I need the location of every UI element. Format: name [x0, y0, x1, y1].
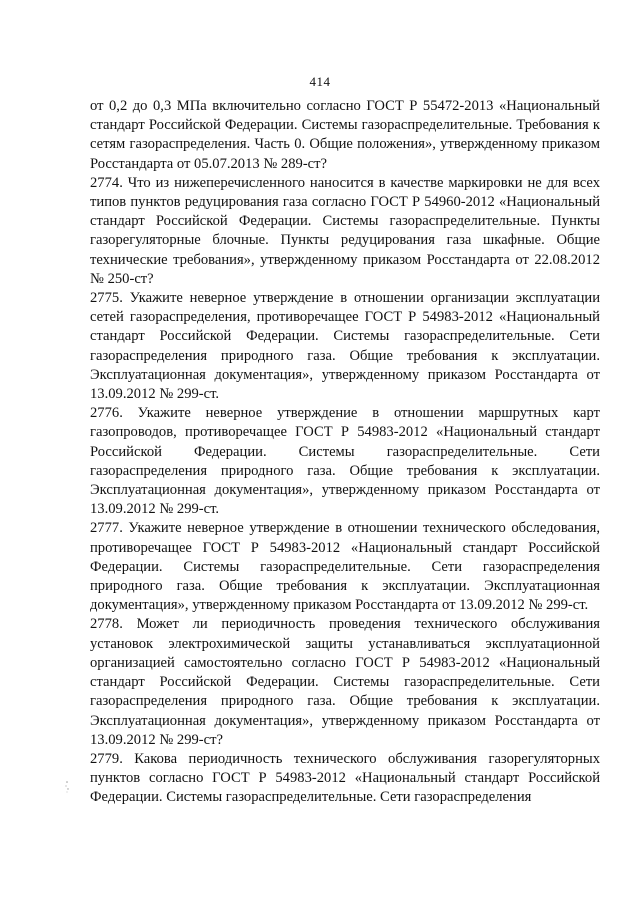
question-2778: 2778. Может ли периодичность проведения технического обслуживания установок электрохимической защиты устанавливаться эксплуатационной организацией самостоятельно согласно ГОСТ Р 54983-2012 «Национальный стандарт Российской Федерации. Системы газораспределительные. Сети газораспределения природного газа. Общие требования к эксплуатации. Эксплуатационная документация», утвержденному приказом Росстандарта от 13.09.2012 № 299-ст?: [90, 616, 600, 748]
page-body: [90, 97, 600, 808]
question-2775: 2775. Укажите неверное утверждение в отношении организации эксплуатации сетей газораспределения, противоречащее ГОСТ Р 54983-2012 «Национальный стандарт Российской Федерации. Системы газораспределительные. Сети газораспределения природного газа. Общие требования к эксплуатации. Эксплуатационная документация», утвержденному приказом Росстандарта от 13.09.2012 № 299-ст.: [90, 290, 600, 403]
question-2779: 2779. Какова периодичность технического обслуживания газорегуляторных пунктов согласно ГОСТ Р 54983-2012 «Национальный стандарт Российской Федерации. Системы газораспределительные. Сети газораспределения: [90, 750, 600, 806]
paragraph-continuation: от 0,2 до 0,3 МПа включительно согласно ГОСТ Р 55472-2013 «Национальный стандарт Российской Федерации. Системы газораспределительные. Требования к сетям газораспределения. Часть 0. Общие положения», утвержденному приказом Росстандарта от 05.07.2013 № 289-ст?: [90, 98, 600, 172]
question-2776: 2776. Укажите неверное утверждение в отношении маршрутных карт газопроводов, противоречащее ГОСТ Р 54983-2012 «Национальный стандарт Российской Федерации. Системы газораспределительные. Сети газораспределения природного газа. Общие требования к эксплуатации. Эксплуатационная документация», утвержденному приказом Росстандарта от 13.09.2012 № 299-ст.: [90, 405, 600, 518]
scan-speck-mark: [64, 780, 70, 794]
question-2777: 2777. Укажите неверное утверждение в отношении технического обследования, противоречащее ГОСТ Р 54983-2012 «Национальный стандарт Российской Федерации. Системы газораспределительные. Сети газораспределения природного газа. Общие требования к эксплуатации. Эксплуатационная документация», утвержденному приказом Росстандарта от 13.09.2012 № 299-ст.: [90, 520, 600, 614]
question-2774: 2774. Что из нижеперечисленного наносится в качестве маркировки не для всех типов пунктов редуцирования газа согласно ГОСТ Р 54960-2012 «Национальный стандарт Российской Федерации. Системы газораспределительные. Пункты газорегуляторные блочные. Пункты редуцирования газа шкафные. Общие технические требования», утвержденному приказом Росстандарта от 22.08.2012 № 250-ст?: [90, 174, 600, 287]
page-number: 414: [309, 74, 331, 89]
